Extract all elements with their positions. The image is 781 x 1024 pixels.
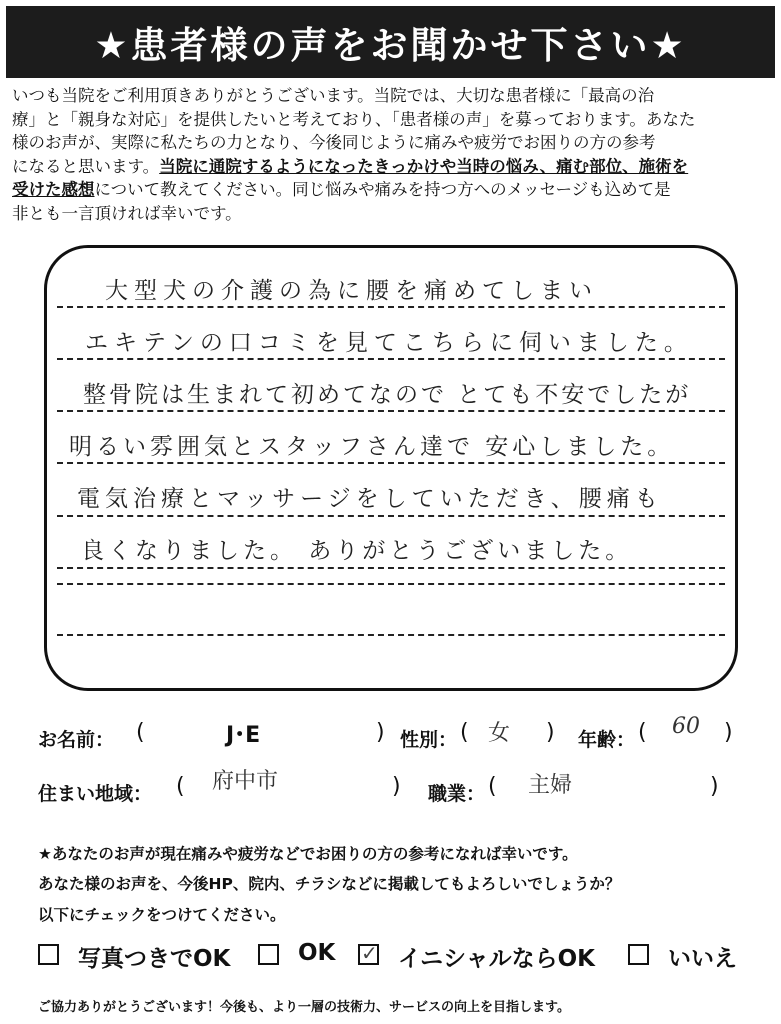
writing-line [57,410,725,412]
intro-line [12,155,772,179]
message-line: 整骨院は生まれて初めてなので とても不安でしたが [83,382,692,408]
message-line: 大型犬の介護の為に腰を痛めてしまい [105,278,598,304]
job-label: 職業： [428,783,486,805]
job-value[interactable]: 主婦 [528,773,573,798]
option-label-photo-ok: 写真つきでOK [78,946,231,972]
writing-line [57,567,725,569]
intro-line: 療」と「親身な対応」を提供したいと考えており、「患者様の声」を募っております。あなた [12,109,696,129]
intro-line: 様のお声が、実際に私たちの力となり、今後同じように痛みや疲労でお困りの方の参考 [12,133,656,153]
writing-line [57,634,725,636]
intro-emphasis: 当院に通院するようになったきっかけや当時の悩み、痛む部位、施術を [159,156,689,176]
paren-open: ( [638,720,647,745]
option-label-no: いいえ [668,946,737,972]
intro-line-text: になると思います。 [12,156,160,176]
paren-open: ( [176,774,185,799]
message-line: 電気治療とマッサージをしていただき、腰痛も [77,486,663,512]
area-value[interactable]: 府中市 [212,769,279,794]
option-checkbox-initial-ok[interactable] [358,941,379,965]
age-label: 年齢： [578,729,636,751]
intro-emphasis: 受けた感想 [12,180,95,200]
intro-line-text: について教えてください。同じ悩みや痛みを持つ方へのメッセージも込めて是 [94,180,671,200]
intro-line [12,178,772,202]
intro-line: いつも当院をご利用頂きありがとうございます。当院では、大切な患者様に「最高の治 [12,86,655,105]
message-line: 良くなりました。 ありがとうございました。 [81,538,633,564]
writing-line [57,515,725,517]
age-value[interactable]: 60 [672,714,700,739]
option-label-ok: OK [298,940,336,966]
gender-value[interactable]: 女 [488,721,511,746]
note-line: 以下にチェックをつけてください。 [38,906,286,924]
message-line: エキテンの口コミを見てこちらに伺いました。 [85,330,693,356]
intro-line: 非とも一言頂ければ幸いです。 [12,203,242,223]
message-line: 明るい雰囲気とスタッフさん達で 安心しました。 [69,434,675,460]
intro-paragraph [12,84,772,226]
paren-close: ) [546,720,555,745]
paren-close: ) [710,774,719,799]
writing-line [57,583,725,585]
writing-line [57,358,725,360]
note-line: あなた様のお声を、今後HP、院内、チラシなどに掲載してもよろしいでしょうか？ [38,875,621,893]
paren-close: ) [724,720,733,745]
check-icon: ✓ [361,941,378,965]
option-checkbox-no[interactable] [628,944,649,965]
option-checkbox-ok[interactable] [258,944,279,965]
name-label: お名前： [38,729,115,751]
paren-close: ) [392,774,401,799]
header-banner [6,6,775,78]
message-box [44,245,738,691]
option-checkbox-photo-ok[interactable] [38,944,59,965]
page-title: ★患者様の声をお聞かせ下さい★ [94,24,687,67]
paren-close: ) [376,720,385,745]
footer-text: ご協力ありがとうございます！今後も、より一層の技術力、サービスの向上を目指します。 [38,1000,570,1015]
name-value[interactable]: J･E [226,723,261,748]
paren-open: ( [460,720,469,745]
note-line: ★あなたのお声が現在痛みや疲労などでお困りの方の参考になれば幸いです。 [38,845,578,863]
paren-open: ( [488,774,497,799]
writing-line [57,462,725,464]
gender-label: 性別： [400,729,458,751]
paren-open: ( [136,720,145,745]
area-label: 住まい地域： [38,783,153,805]
writing-line [57,306,725,308]
option-label-initial-ok: イニシャルならOK [398,946,595,972]
